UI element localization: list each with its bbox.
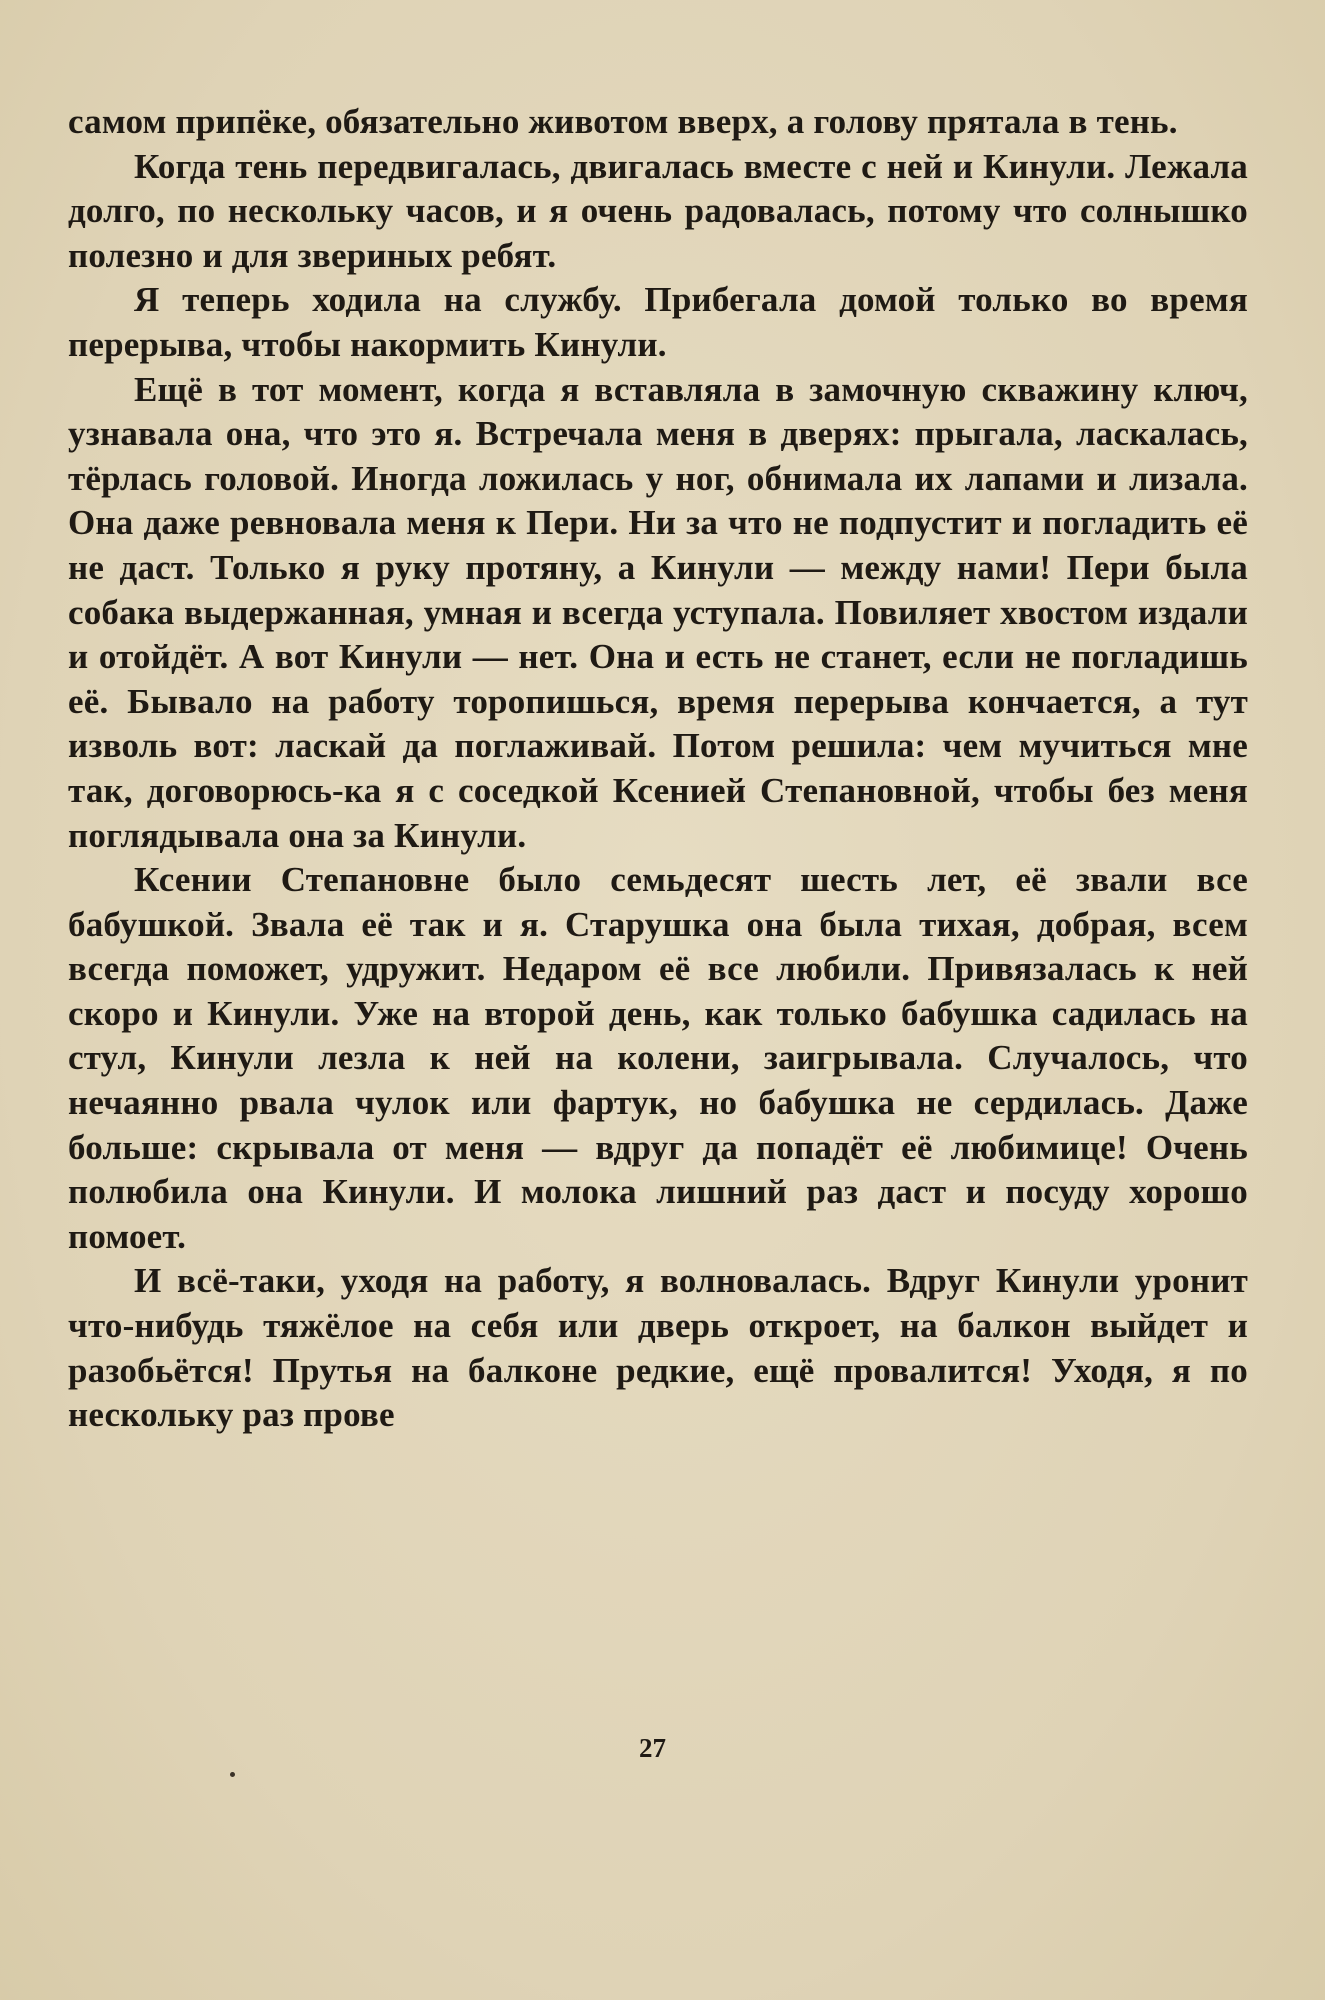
paragraph-3: Я теперь ходила на службу. Прибегала домой только во время перерыва, чтобы накормить Кинули. [68,280,1248,364]
paragraph-1: самом припёке, обязательно животом вверх, а голову прятала в тень. [68,102,1178,141]
page-number: 27 [639,1733,666,1763]
paragraph-6: И всё-таки, уходя на работу, я волновалась. Вдруг Кинули уронит что-нибудь тяжёлое на себя или дверь откроет, на балкон выйдет и разобьётся! Прутья на балконе редкие, ещё провалится! Уходя, я по нескольку раз прове [68,1261,1248,1435]
paragraph-2: Когда тень передвигалась, двигалась вместе с ней и Кинули. Лежала долго, по нескольку часов, и я очень радовалась, потому что солнышко полезно и для звериных ребят. [68,146,1248,275]
paper-speck [230,1772,235,1777]
body-text [68,100,1248,1438]
paragraph-4: Ещё в тот момент, когда я вставляла в замочную скважину ключ, узнавала она, что это я. Встречала меня в дверях: прыгала, ласкалась, тёрлась головой. Иногда ложилась у ног, обнимала их лапами и лизала. Она даже ревновала меня к Пери. Ни за что не подпустит и погладить её не даст. Только я руку протяну, а Кинули — между нами! Пери была собака выдержанная, умная и всегда уступала. Повиляет хвостом издали и отойдёт. А вот Кинули — нет. Она и есть не станет, если не погладишь её. Бывало на работу торопишься, время перерыва кончается, а тут изволь вот: ласкай да поглаживай. Потом решила: чем мучиться мне так, договорюсь-ка я с соседкой Ксенией Степановной, чтобы без меня поглядывала она за Кинули. [68,369,1248,855]
paragraph-5: Ксении Степановне было семьдесят шесть лет, её звали все бабушкой. Звала её так и я. Старушка она была тихая, добрая, всем всегда поможет, удружит. Недаром её все любили. Привязалась к ней скоро и Кинули. Уже на второй день, как только бабушка садилась на стул, Кинули лезла к ней на колени, заигрывала. Случалось, что нечаянно рвала чулок или фартук, но бабушка не сердилась. Даже больше: скрывала от меня — вдруг да попадёт её любимице! Очень полюбила она Кинули. И молока лишний раз даст и посуду хорошо помоет. [68,860,1248,1256]
